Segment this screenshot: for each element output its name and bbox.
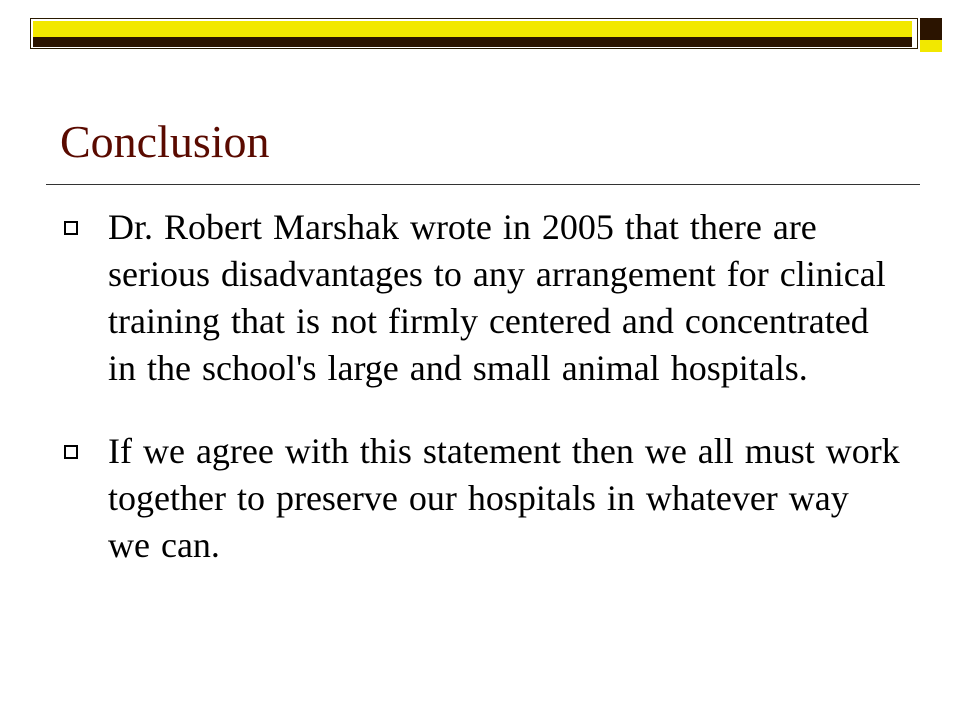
header-bar-dark-stripe	[33, 37, 912, 47]
bullet-list	[60, 204, 900, 605]
bullet-item	[60, 428, 900, 569]
header-decoration-bar	[30, 18, 942, 52]
bullet-text: If we agree with this statement then we all must work together to preserve our hospitals in whatever way we can.	[108, 431, 900, 565]
hollow-square-icon	[64, 221, 78, 235]
header-bar-end-yellow-block	[920, 40, 942, 52]
bullet-item	[60, 204, 900, 392]
hollow-square-icon	[64, 445, 78, 459]
bullet-text: Dr. Robert Marshak wrote in 2005 that there are serious disadvantages to any arrangement for clinical training that is not firmly centered and concentrated in the school's large and small animal hospitals.	[108, 207, 886, 388]
header-bar-end-dark-block	[920, 18, 942, 40]
header-bar-yellow-stripe	[33, 21, 912, 37]
title-divider	[46, 184, 920, 185]
slide-title: Conclusion	[60, 116, 270, 167]
